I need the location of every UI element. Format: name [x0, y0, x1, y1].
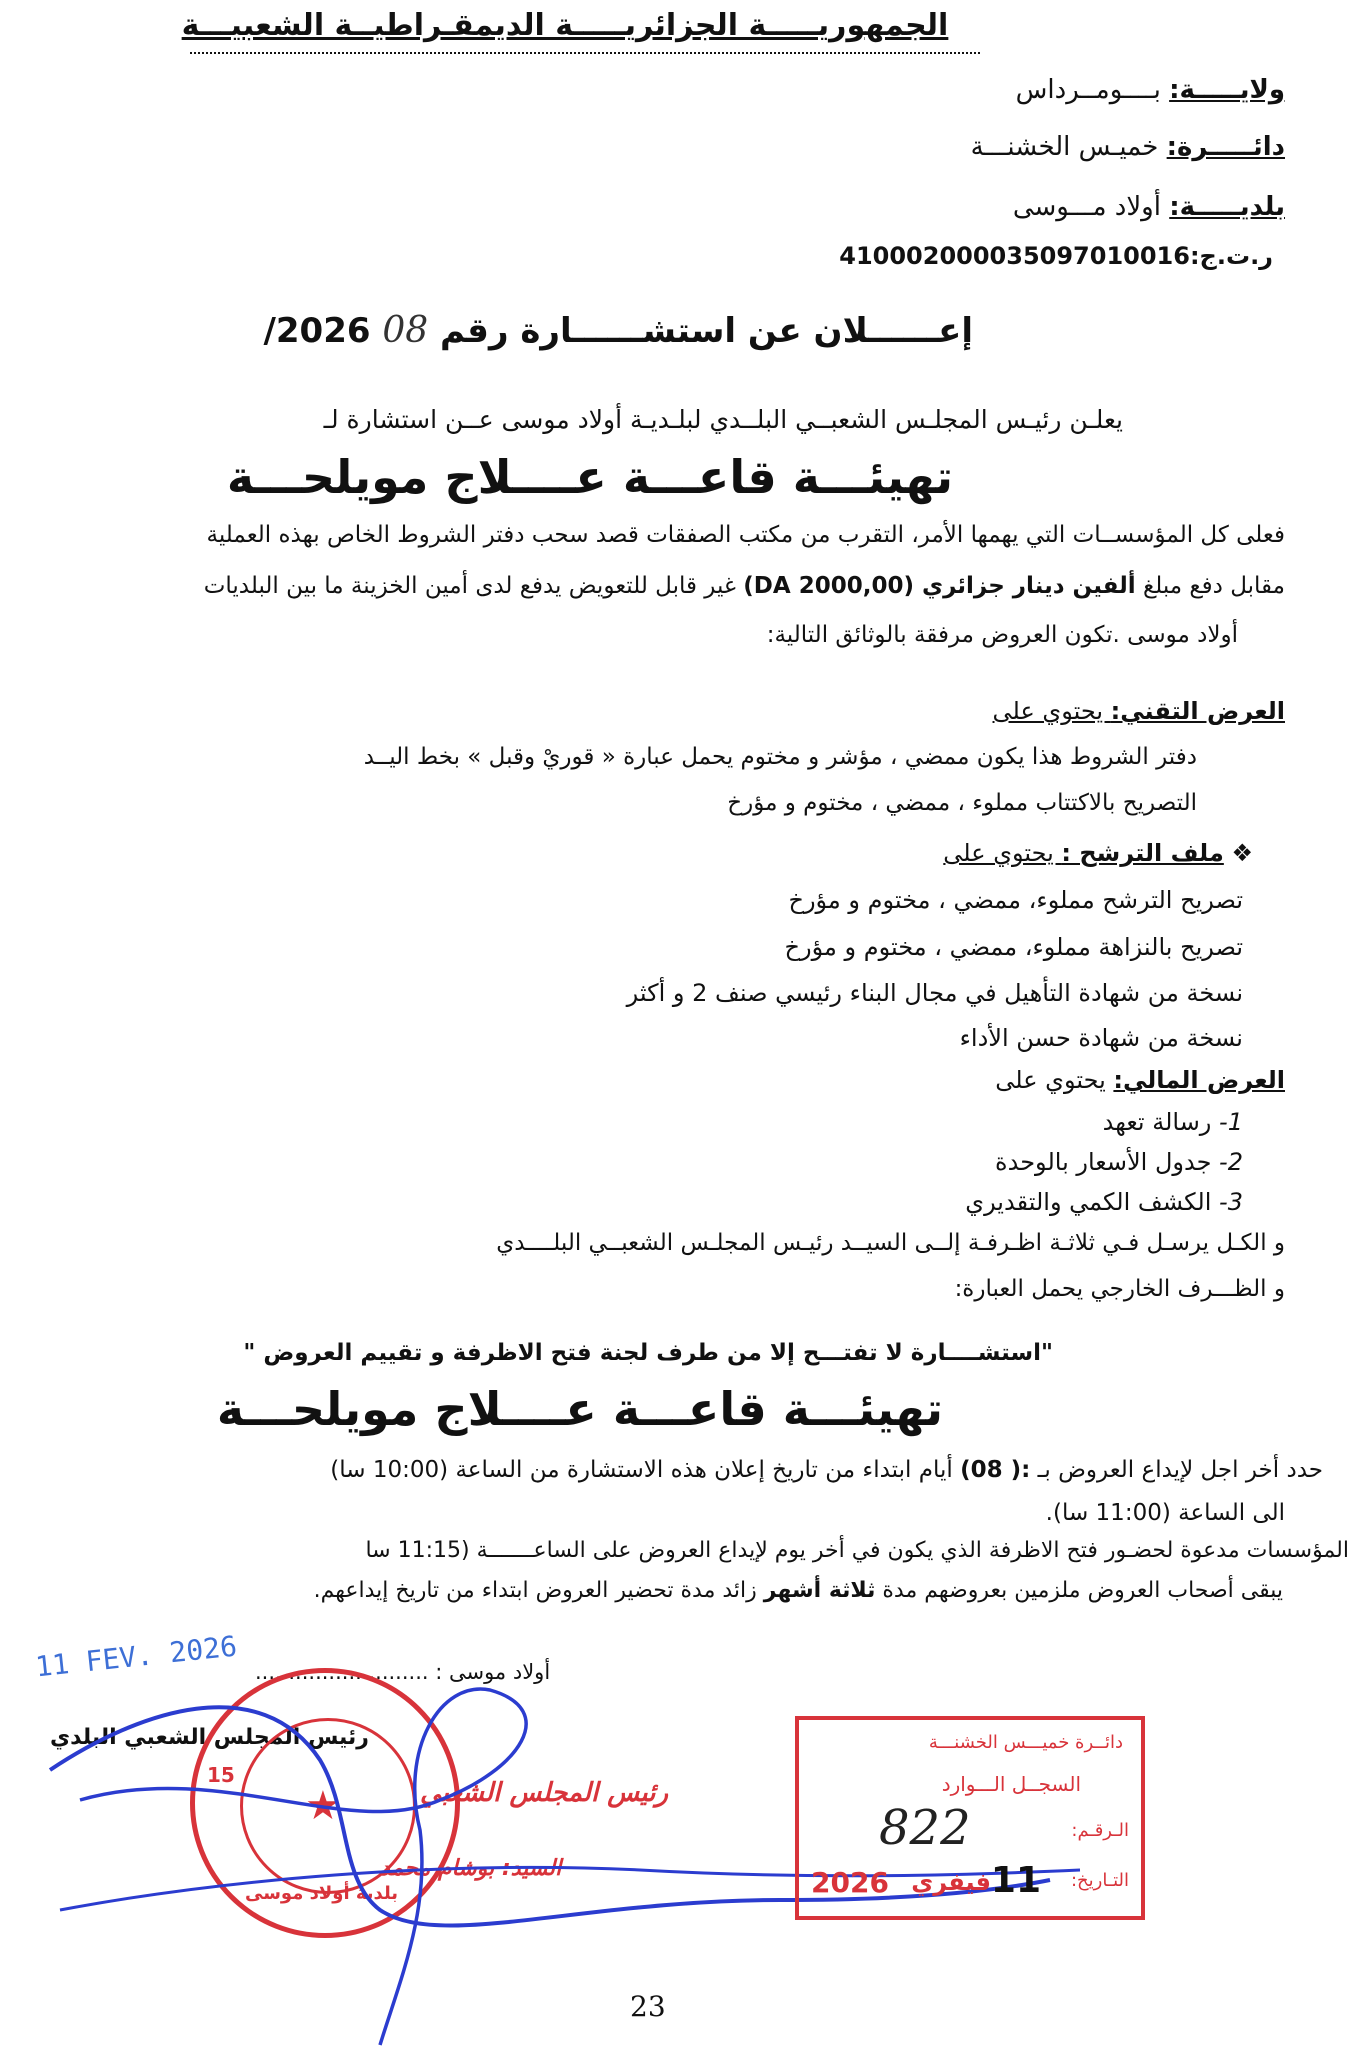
reg-stamp-num-label: الـرقـم:: [1071, 1820, 1129, 1841]
financial-heading-label: العرض المالي:: [1113, 1066, 1285, 1094]
deadline-line2: الى الساعة (11:00 سا).: [1045, 1500, 1285, 1526]
para1-line3: أولاد موسى .تكون العروض مرفقة بالوثائق التالية:: [766, 622, 1238, 648]
announcement-title: [263, 310, 973, 351]
announcement-title-prefix: إعــــــلان عن استشــــــارة رقم: [440, 311, 973, 351]
round-seal-text: بلدية أولاد موسى: [245, 1883, 399, 1904]
wilaya-label: ولايـــــة:: [1169, 75, 1285, 105]
signature-title: رئيس المجلس الشعبي البلدي: [50, 1725, 369, 1750]
technical-line2: التصريح بالاكتتاب مملوء ، ممضي ، مختوم و مؤرخ: [727, 790, 1197, 816]
deadline-days: :( 08): [960, 1457, 1031, 1483]
technical-heading-tail: يحتوي على: [992, 697, 1111, 725]
para1-line2-a: مقابل دفع مبلغ: [1135, 573, 1285, 599]
deadline-line3: المؤسسات مدعوة لحضـور فتح الاظرفة الذي يكون في أخر يوم لإيداع العروض على الساعـــــــة (11:15 سا: [365, 1538, 1349, 1563]
daira-line: [971, 132, 1285, 162]
wilaya-value: بــــومــرداس: [1015, 75, 1161, 105]
announcement-year: 2026/: [263, 311, 371, 351]
financial-item-text: الكشف الكمي والتقديري: [965, 1188, 1212, 1216]
financial-item-text: جدول الأسعار بالوحدة: [995, 1148, 1212, 1176]
candidacy-item: تصريح الترشح مملوء، ممضي ، مختوم و مؤرخ: [788, 886, 1243, 914]
financial-item-num: 3-: [1219, 1188, 1243, 1216]
baladia-line: [1013, 192, 1285, 222]
stamp-name: السيد: بوشام محمد: [380, 1856, 562, 1881]
technical-line1: دفتر الشروط هذا يكون ممضي ، مؤشر و مختوم يحمل عبارة « قوريْ وقبل » بخط اليــد: [363, 744, 1197, 770]
reg-stamp-num: 822: [879, 1800, 971, 1856]
deadline-line1: [330, 1457, 1323, 1483]
candidacy-item: تصريح بالنزاهة مملوء، ممضي ، مختوم و مؤرخ: [784, 933, 1243, 961]
financial-item-text: رسالة تعهد: [1102, 1108, 1212, 1136]
reg-stamp-line1: دائــرة خميـــس الخشنـــة: [928, 1732, 1123, 1753]
para1-line2: [204, 573, 1285, 599]
deadline-line1-c: أيام ابتداء من تاريخ إعلان هذه الاستشارة من الساعة (10:00 سا): [330, 1457, 961, 1483]
reg-stamp-month: فيفري: [911, 1868, 991, 1896]
sending-line1: و الكـل يرسـل فـي ثلاثـة اظـرفـة إلــى السيــد رئيـس المجلـس الشعبــي البلــــدي: [496, 1230, 1285, 1256]
baladia-value: أولاد مـــوسى: [1012, 192, 1161, 222]
baladia-label: بلديـــــة:: [1169, 192, 1285, 222]
stamp-title: رئيس المجلس الشعبي: [420, 1778, 669, 1808]
republic-title: الجمهوريـــــة الجزائريـــــة الديمقـراطيــة الشعبيـــة: [181, 8, 949, 43]
candidacy-item: نسخة من شهادة حسن الأداء: [959, 1024, 1243, 1052]
candidacy-heading-label: ملف الترشح :: [1061, 839, 1224, 867]
title-underline: [190, 52, 980, 54]
para1-line2-c: غير قابل للتعويض يدفع لدى أمين الخزينة ما بين البلديات: [203, 573, 744, 599]
financial-item-num: 1-: [1219, 1108, 1243, 1136]
reg-stamp-line2: السجــل الـــوارد: [941, 1772, 1081, 1796]
daira-value: خميـس الخشنـــة: [970, 132, 1159, 162]
amount-text: ألفين دينار جزائري (2000,00 DA): [743, 573, 1136, 599]
wilaya-line: [1016, 75, 1285, 105]
reg-stamp-day: 11: [990, 1860, 1041, 1901]
sending-line2: و الظـــرف الخارجي يحمل العبارة:: [954, 1276, 1285, 1302]
signature-place: أولاد موسى : ..........................: [255, 1660, 551, 1684]
intro-line: يعلـن رئيـس المجلـس الشعبــي البلــدي لبلـديـة أولاد موسى عــن استشارة لـ: [323, 405, 1123, 434]
envelope-project-title: تهيئـــة قاعـــة عــــلاج مويلحـــة: [216, 1382, 943, 1436]
registration-stamp: [795, 1716, 1145, 1920]
page-number: 23: [630, 1990, 666, 2023]
star-icon: ★: [305, 1783, 341, 1829]
financial-item-num: 2-: [1219, 1148, 1243, 1176]
financial-heading: [995, 1066, 1285, 1094]
financial-item: [1103, 1108, 1243, 1136]
envelope-quote: "استشــــارة لا تفتـــح إلا من طرف لجنة فتح الاظرفة و تقييم العروض ": [243, 1340, 1053, 1366]
announcement-number: 08: [382, 310, 429, 351]
round-seal-number: 15: [207, 1763, 235, 1787]
tax-id: ر.ت.ج:410002000035097010016: [839, 242, 1273, 270]
reg-stamp-year: 2026: [811, 1866, 889, 1899]
daira-label: دائـــــرة:: [1166, 132, 1285, 162]
candidacy-heading: [943, 839, 1253, 867]
deadline-line1-a: حدد أخر اجل لإيداع العروض بـ: [1030, 1457, 1323, 1483]
financial-item: [965, 1188, 1243, 1216]
date-stamp: 11 FEV. 2026: [33, 1629, 239, 1684]
deadline-line4: [314, 1578, 1283, 1603]
reg-stamp-date-label: التـاريخ:: [1070, 1870, 1129, 1891]
candidacy-item: نسخة من شهادة التأهيل في مجال البناء رئيسي صنف 2 و أكثر: [626, 979, 1243, 1007]
para1-line1: فعلى كل المؤسســات التي يهمها الأمر، التقرب من مكتب الصفقات قصد سحب دفتر الشروط الخاص بهذه العملية: [206, 522, 1285, 548]
financial-item: [995, 1148, 1243, 1176]
bullet-icon: ❖: [1231, 839, 1253, 867]
technical-heading: [993, 697, 1285, 725]
financial-heading-tail: يحتوي على: [995, 1066, 1114, 1094]
validity-period: ثلاثة أشهر: [763, 1578, 876, 1603]
deadline-line4-c: زائد مدة تحضير العروض ابتداء من تاريخ إيداعهم.: [313, 1578, 764, 1603]
candidacy-heading-tail: يحتوي على: [943, 839, 1062, 867]
deadline-line4-a: يبقى أصحاب العروض ملزمين بعروضهم مدة: [875, 1578, 1283, 1603]
technical-heading-label: العرض التقني:: [1110, 697, 1285, 725]
project-title: تهيئـــة قاعـــة عــــلاج مويلحـــة: [226, 450, 953, 504]
